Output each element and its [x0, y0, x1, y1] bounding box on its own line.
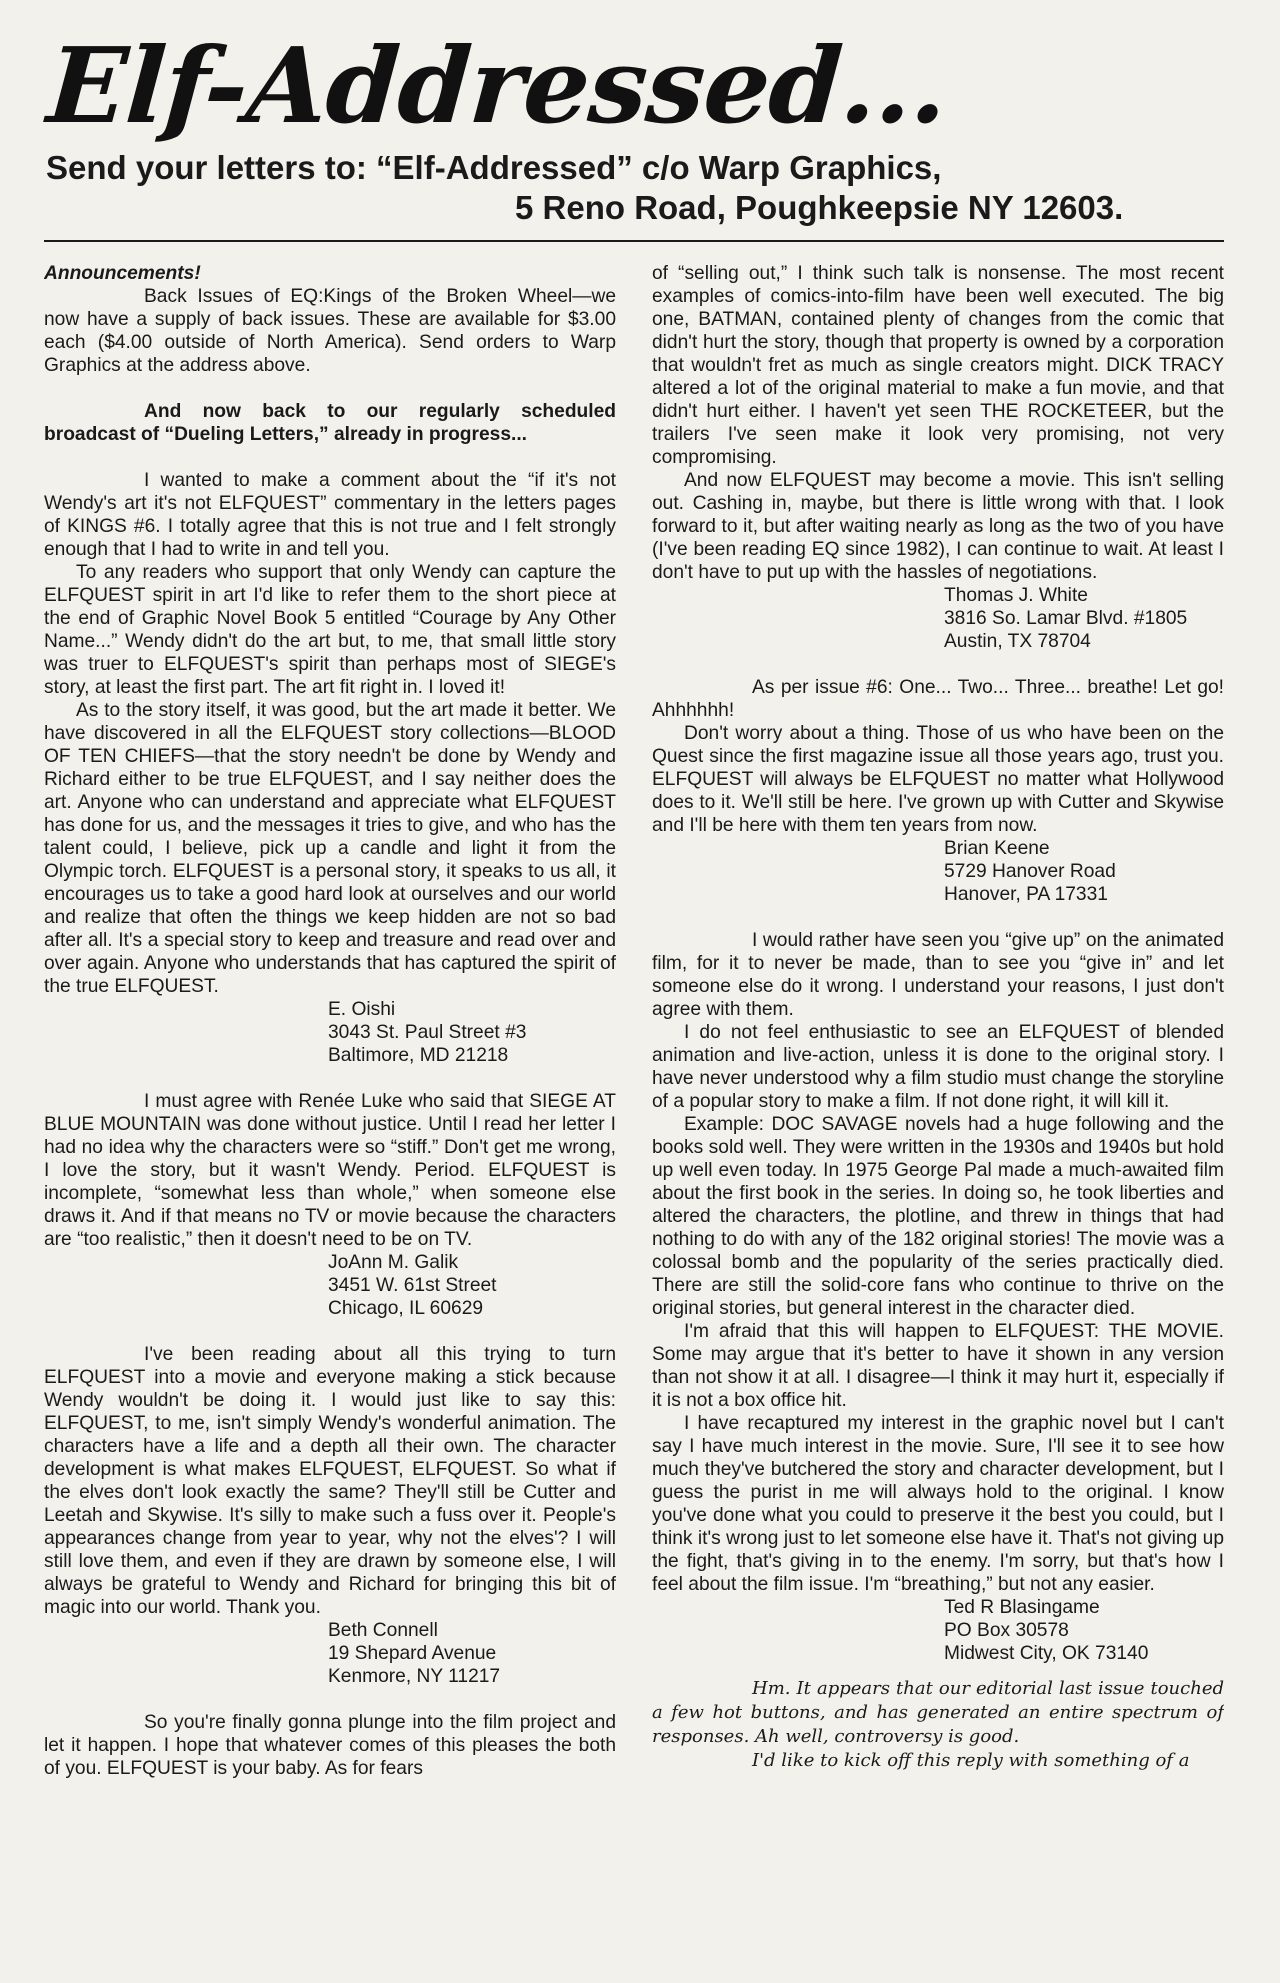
- letter-signature: [328, 1619, 616, 1688]
- writer-street: 3816 So. Lamar Blvd. #1805: [944, 608, 1188, 629]
- dueling-letters-intro: And now back to our regularly scheduled broadcast of “Dueling Letters,” already in progress...: [44, 401, 616, 445]
- letter-signature: [328, 998, 616, 1067]
- letter-signature: [944, 584, 1224, 653]
- left-column: [44, 262, 616, 1922]
- letter-paragraph: I would rather have seen you “give up” on the animated film, for it to never be made, than to see you “give in” and let someone else do it wrong. I understand your reasons, I just don't agree with them.: [652, 930, 1224, 1020]
- page-title: Elf-Addressed...: [43, 24, 951, 147]
- letter-signature: [328, 1251, 616, 1320]
- editorial-paragraph: I'd like to kick off this reply with something of a: [752, 1750, 1190, 1771]
- letter-paragraph: I've been reading about all this trying to turn ELFQUEST into a movie and everyone making a stick because Wendy wouldn't be doing it. I would just like to say this: ELFQUEST, to me, isn't simply Wendy's wonderful animation. The characters have a life and a depth all their own. The character development is what makes ELFQUEST, ELFQUEST. So what if the elves don't look exactly the same? They'll still be Cutter and Leetah and Skywise. It's silly to make such a fuss over it. People's appearances change from year to year, why not the elves'? I will still love them, and even if they are drawn by someone else, I will always be grateful to Wendy and Richard for bringing this bit of magic into our world. Thank you.: [44, 1344, 616, 1618]
- letter-paragraph: Example: DOC SAVAGE novels had a huge following and the books sold well. They were written in the 1930s and 1940s but hold up well even today. In 1975 George Pal made a much-awaited film about the first book in the series. In doing so, he took liberties and altered the characters, the plotline, and threw in things that had nothing to do with any of the 182 original stories! The movie was a colossal bomb and the popularity of the series practically died. There are still the solid-core fans who continue to thrive on the original stories, but general interest in the character died.: [652, 1114, 1224, 1319]
- writer-city: Hanover, PA 17331: [944, 884, 1108, 905]
- editorial-reply: [652, 1677, 1224, 1773]
- writer-name: Beth Connell: [328, 1620, 438, 1641]
- announcements-body: Back Issues of EQ:Kings of the Broken Wheel—we now have a supply of back issues. These are available for $3.00 each ($4.00 outside of North America). Send orders to Warp Graphics at the address above.: [44, 286, 616, 376]
- letter-paragraph: of “selling out,” I think such talk is nonsense. The most recent examples of comics-into-film have been well executed. The big one, BATMAN, contained plenty of changes from the comic that didn't hurt the story, though that property is owned by a corporation that wouldn't fret as much as single creators might. DICK TRACY altered a lot of the original material to make a fun movie, and that didn't hurt either. I haven't yet seen THE ROCKETEER, but the trailers I've seen make it look very promising, not very compromising.: [652, 263, 1224, 468]
- writer-street: 3043 St. Paul Street #3: [328, 1022, 527, 1043]
- writer-city: Baltimore, MD 21218: [328, 1045, 509, 1066]
- writer-street: PO Box 30578: [944, 1620, 1069, 1641]
- letter-keene: [652, 676, 1224, 906]
- letter-paragraph: As to the story itself, it was good, but the art made it better. We have discovered in all the ELFQUEST story collections—BLOOD OF TEN CHIEFS—that the story needn't be done by Wendy and Richard either to be true ELFQUEST, and I say neither does the art. Anyone who can understand and appreciate what ELFQUEST has done for us, and the messages it tries to give, and who has the talent could, I believe, pick up a candle and light it from the Olympic torch. ELFQUEST is a personal story, it speaks to us all, it encourages us to take a good hard look at ourselves and our world and realize that often the things we keep hidden are not so bad after all. It's a special story to keep and treasure and read over and over again. Anyone who understands that has captured the spirit of the true ELFQUEST.: [44, 700, 616, 997]
- letter-white: [652, 262, 1224, 653]
- writer-street: 19 Shepard Avenue: [328, 1643, 497, 1664]
- letter-paragraph: As per issue #6: One... Two... Three... breathe! Let go! Ahhhhhh!: [652, 677, 1224, 721]
- writer-street: 3451 W. 61st Street: [328, 1275, 497, 1296]
- letter-paragraph: I wanted to make a comment about the “if it's not Wendy's art it's not ELFQUEST” commentary in the letters pages of KINGS #6. I totally agree that this is not true and I felt strongly enough that I had to write in and tell you.: [44, 470, 616, 560]
- writer-name: Ted R Blasingame: [944, 1597, 1100, 1618]
- announcements-heading: Announcements!: [44, 263, 201, 284]
- letter-signature: [944, 837, 1224, 906]
- writer-name: JoAnn M. Galik: [328, 1252, 459, 1273]
- letter-paragraph: I have recaptured my interest in the graphic novel but I can't say I have much interest in the movie. Sure, I'll see it to see how much they've butchered the story and character development, but I guess the purist in me will always hold to the original. I know you've done what you could to preserve it the best you could, but I think it's wrong just to let someone else have it. That's not giving up the fight, that's giving in to the enemy. I'm sorry, but that's how I feel about the film issue. I'm “breathing,” but not any easier.: [652, 1413, 1224, 1595]
- letter-paragraph: And now ELFQUEST may become a movie. This isn't selling out. Cashing in, maybe, but there is little wrong with that. I look forward to it, but after waiting nearly as long as the two of you have (I've been reading EQ since 1982), I can continue to wait. At least I don't have to put up with the hassles of negotiations.: [652, 470, 1224, 583]
- letter-paragraph: I do not feel enthusiastic to see an ELFQUEST of blended animation and live-action, unless it is done to the original story. I have never understood why a film studio must change the storyline of a popular story to make a film. If not done right, it will kill it.: [652, 1022, 1224, 1112]
- editorial-paragraph: Hm. It appears that our editorial last issue touched a few hot buttons, and has generated an entire spectrum of responses. Ah well, controversy is good.: [652, 1678, 1224, 1747]
- mailing-instructions: Send your letters to: “Elf-Addressed” c/o Warp Graphics,: [46, 149, 942, 186]
- writer-city: Midwest City, OK 73140: [944, 1643, 1149, 1664]
- writer-city: Kenmore, NY 11217: [328, 1666, 501, 1687]
- letter-blasingame: [652, 929, 1224, 1665]
- right-column: [652, 262, 1224, 1922]
- writer-city: Chicago, IL 60629: [328, 1298, 484, 1319]
- letter-paragraph: To any readers who support that only Wendy can capture the ELFQUEST spirit in art I'd like to refer them to the short piece at the end of Graphic Novel Book 5 entitled “Courage by Any Other Name...” Wendy didn't do the art but, to me, that small little story was truer to ELFQUEST's spirit than perhaps most of SIEGE's story, at least the first part. The art fit right in. I loved it!: [44, 562, 616, 698]
- letter-signature: [944, 1596, 1224, 1665]
- letter-oishi: [44, 469, 616, 1067]
- mailing-address: 5 Reno Road, Poughkeepsie NY 12603.: [515, 189, 1124, 226]
- writer-street: 5729 Hanover Road: [944, 861, 1116, 882]
- letter-paragraph: I must agree with Renée Luke who said that SIEGE AT BLUE MOUNTAIN was done without justice. Until I read her letter I had no idea why the characters were so “stiff.” Don't get me wrong, I love the story, but it wasn't Wendy. Period. ELFQUEST is incomplete, “somewhat less than whole,” when someone else draws it. And if that means no TV or movie because the characters are “too realistic,” then it doesn't need to be on TV.: [44, 1091, 616, 1250]
- letter-paragraph: I'm afraid that this will happen to ELFQUEST: THE MOVIE. Some may argue that it's better to have it shown in any version than not show it at all. I disagree—I think it may hurt it, especially if it is not a box office hit.: [652, 1321, 1224, 1411]
- writer-name: E. Oishi: [328, 999, 396, 1020]
- letter-paragraph: So you're finally gonna plunge into the film project and let it happen. I hope that whatever comes of this pleases the both of you. ELFQUEST is your baby. As for fears: [44, 1712, 616, 1779]
- letter-paragraph: Don't worry about a thing. Those of us who have been on the Quest since the first magazine issue all those years ago, trust you. ELFQUEST will always be ELFQUEST no matter what Hollywood does to it. We'll still be here. I've grown up with Cutter and Skywise and I'll be here with them ten years from now.: [652, 723, 1224, 836]
- writer-name: Thomas J. White: [944, 585, 1088, 606]
- letter-connell: [44, 1343, 616, 1688]
- letter-galik: [44, 1090, 616, 1320]
- writer-city: Austin, TX 78704: [944, 631, 1091, 652]
- header-divider: [44, 240, 1224, 242]
- writer-name: Brian Keene: [944, 838, 1050, 859]
